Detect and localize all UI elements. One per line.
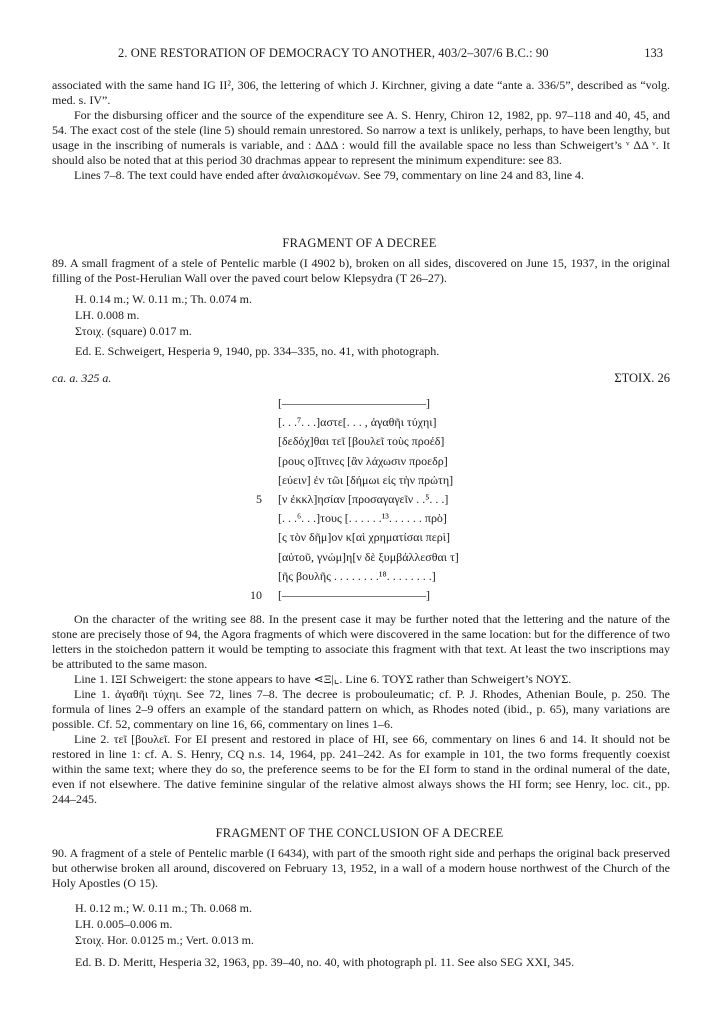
line-number [240, 548, 262, 567]
line-number: 10 [250, 587, 262, 602]
measurement-line: LH. 0.008 m. [75, 308, 140, 322]
inscription-text [278, 394, 459, 605]
inscription-line: [––––––––––––––––––––––––] [278, 396, 430, 410]
intro-paragraph-2: For the disbursing officer and the source of the expenditure see A. S. Henry, Chiron 12, 1982, pp. 97–118 and 40, 45, and 54. The exact cost of the stele (line 5) should remain unrestored. So narrow a text is unlikely, perhaps, to have been lengthy, but usage in the inscribing of numerals is variable, and : ΔΔΔ : would fill the available space no less than Schweigert’s ᵛ ΔΔ ᵛ. It should also be noted that at this period 30 drachmas appear to represent the minimum expenditure: see 83. [52, 108, 670, 167]
section-89-commentary [52, 612, 670, 687]
line-number [240, 509, 262, 528]
inscription-line: [ρους ο]ἵτινες [ἂν λάχωσιν προεδρ] [278, 453, 448, 468]
section-89-description: 89. A small fragment of a stele of Pentelic marble (I 4902 b), broken on all sides, discovered on June 15, 1937, in the original filling of the Post-Herulian Wall over the paved court below Klepsydra (T 26–27). [52, 256, 670, 285]
line-number [240, 471, 262, 490]
inscription-line: [εύειν] ἐν τῶι [δήμωι εἰς τὴν πρώτη] [278, 472, 454, 487]
measurement-line: Στοιχ. (square) 0.017 m. [75, 324, 192, 338]
section-89-edition: Ed. E. Schweigert, Hesperia 9, 1940, pp. 334–335, no. 41, with photograph. [75, 344, 440, 358]
measurement-line: H. 0.14 m.; W. 0.11 m.; Th. 0.074 m. [75, 292, 253, 306]
inscription-line: [αὐτοῦ, γνώμ]η[ν δὲ ξυμβάλλεσθαι τ] [278, 549, 459, 564]
commentary-paragraph: Line 1. ΙΞΙ Schweigert: the stone appears to have ⋖Ξ|⌞. Line 6. ΤΟΥΣ rather than Schweigert’s ΝΟΥΣ. [74, 672, 572, 686]
intro-paragraph-3: Lines 7–8. The text could have ended after ἀναλισκομένων. See 79, commentary on line 24 and 83, line 4. [74, 168, 585, 182]
inscription-line: [. . .⁶. . .]τους [. . . . . .¹³. . . . . . πρὸ] [278, 511, 447, 526]
inscription-line-numbers [240, 394, 262, 605]
intro-section [52, 78, 670, 183]
commentary-paragraph: Line 1. ἀγαθῆι τύχηι. See 72, lines 7–8. The decree is probouleumatic; cf. P. J. Rhodes, Athenian Boule, p. 250. The formula of lines 2–9 offers an example of the standard pattern on which, as Rhodes noted (ibid., p. 65), many variations are possible. Cf. 52, commentary on line 16, 66, commentary on lines 1–6. [52, 687, 670, 731]
section-90-edition: Ed. B. D. Meritt, Hesperia 32, 1963, pp. 39–40, no. 40, with photograph pl. 11. See also SEG XXI, 345. [75, 955, 575, 969]
line-number [240, 394, 262, 413]
inscription-line: [δεδόχ]θαι τεῖ [βουλεῖ τοὺς προέδ] [278, 434, 445, 449]
section-89-line-notes [52, 687, 670, 807]
section-90-measurements [75, 900, 254, 948]
intro-paragraph-1: associated with the same hand IG II², 306, the lettering of which J. Kirchner, giving a date “ante a. 336/5”, described as “volg. med. s. IV”. [52, 78, 670, 107]
inscription-line: [ς τὸν δῆμ]ον κ[αὶ χρηματίσαι περὶ] [278, 530, 450, 545]
commentary-paragraph: On the character of the writing see 88. In the present case it may be further noted that the lettering and the nature of the stone are precisely those of 94, the Agora fragments of which were discovered in the same location: but for the difference of two letters in the stoichedon pattern it would be tempting to associate this fragment with that text. At least the two inscriptions may be attributed to the same mason. [52, 612, 670, 671]
section-89-measurements [75, 291, 252, 339]
running-title: 2. ONE RESTORATION OF DEMOCRACY TO ANOTHER, 403/2–307/6 B.C.: 90 [118, 46, 549, 60]
line-number [240, 452, 262, 471]
line-number [240, 528, 262, 547]
section-90-description: 90. A fragment of a stele of Pentelic marble (I 6434), with part of the smooth right side and perhaps the original back preserved but otherwise broken all around, discovered on February 13, 1952, in a wall of a modern house northwest of the Church of the Holy Apostles (O 15). [52, 846, 670, 890]
inscription-date: ca. a. 325 a. [52, 371, 112, 385]
measurement-line: LH. 0.005–0.006 m. [75, 917, 173, 931]
stoichedon-count: ΣΤΟΙΧ. 26 [614, 371, 670, 385]
line-number [240, 567, 262, 586]
measurement-line: Στοιχ. Hor. 0.0125 m.; Vert. 0.013 m. [75, 933, 254, 947]
line-number [240, 413, 262, 432]
section-90-heading: FRAGMENT OF THE CONCLUSION OF A DECREE [215, 826, 504, 840]
line-number: 5 [256, 491, 262, 506]
inscription-header [52, 371, 670, 386]
inscription-line: [ῆς βουλῆς . . . . . . . .¹⁸. . . . . . . .] [278, 568, 436, 583]
inscription-line: [ν ἐκκλ]ησίαν [προσαγαγεῖν . .⁵. . .] [278, 492, 449, 507]
measurement-line: H. 0.12 m.; W. 0.11 m.; Th. 0.068 m. [75, 901, 253, 915]
commentary-paragraph: Line 2. τεῖ [βουλεῖ. For EI present and restored in place of HI, see 66, commentary on lines 6 and 14. It should not be restored in line 1: cf. A. S. Henry, CQ n.s. 14, 1964, pp. 241–242. As for example in 101, the two forms frequently coexist within the same text; where they do so, the preference seems to be for the EI form to stand in the ordinal numeral of the date, even if not elsewhere. The dative feminine singular of the relative almost always shows the HI form; see Henry, loc. cit., pp. 244–245. [52, 732, 670, 806]
page-number: 133 [644, 46, 663, 60]
inscription-line: [. . .⁷. . .]αστε[. . . , ἀγαθῆι τύχηι] [278, 415, 437, 430]
inscription-line: [––––––––––––––––––––––––] [278, 588, 430, 603]
line-number [240, 432, 262, 451]
section-89-heading: FRAGMENT OF A DECREE [282, 236, 437, 250]
